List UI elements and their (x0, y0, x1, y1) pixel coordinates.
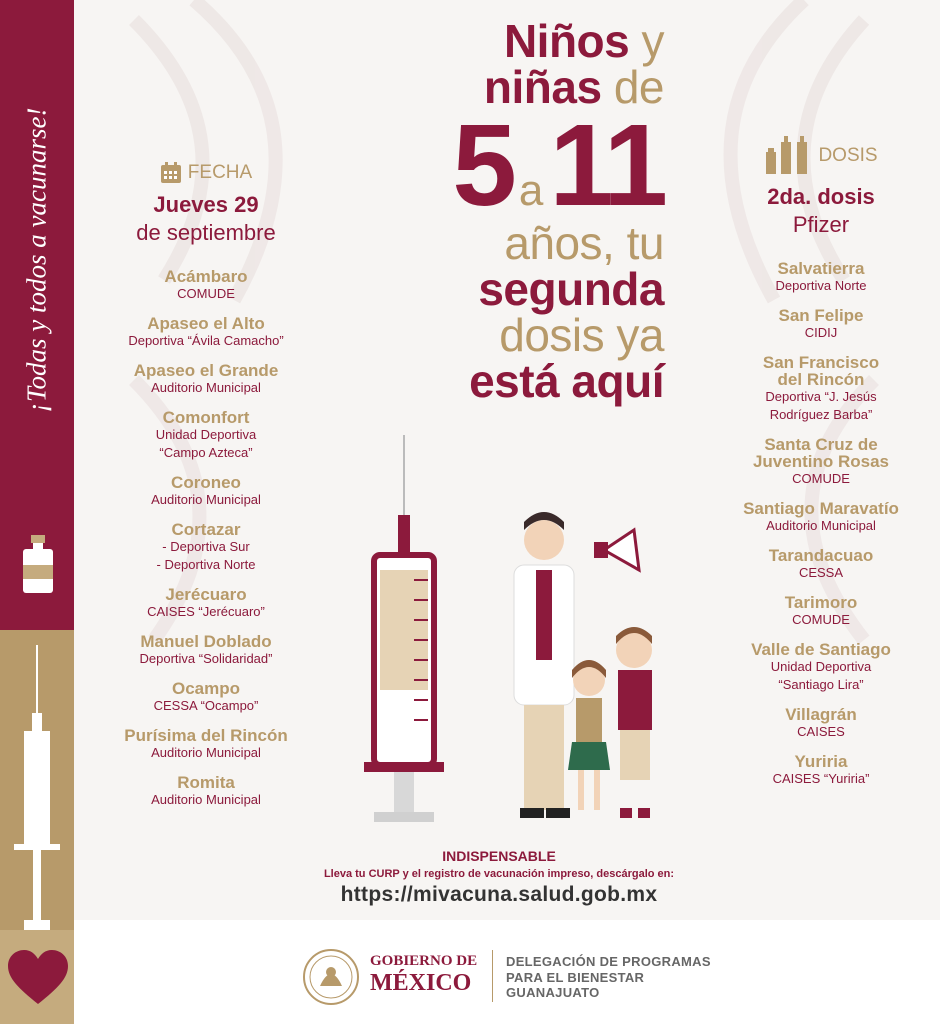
date-sub: de septiembre (136, 220, 276, 245)
location-venue: CAISES “Yuriria” (772, 771, 870, 786)
location-item (86, 409, 326, 462)
location-name: Salvatierra (777, 259, 865, 278)
dose-main: 2da. dosis (767, 184, 875, 209)
headline-anos-tu: años, tu (504, 217, 664, 270)
location-venue: COMUDE (177, 286, 235, 301)
footer-divider (492, 950, 493, 1002)
left-column (86, 162, 326, 821)
location-item (86, 474, 326, 509)
location-name: Manuel Doblado (140, 632, 272, 651)
location-name: Jerécuaro (165, 585, 247, 604)
location-venue: “Campo Azteca” (159, 445, 253, 460)
location-name: Yuriria (794, 752, 848, 771)
location-venue: CAISES “Jerécuaro” (147, 604, 265, 619)
location-item (86, 315, 326, 350)
dose-sub: Pfizer (792, 212, 850, 237)
location-venue: - Deportiva Norte (156, 557, 256, 572)
location-item (702, 354, 940, 424)
location-name: Valle de Santiago (751, 640, 891, 659)
vaccine-url-link[interactable]: https://mivacuna.salud.gob.mx (340, 883, 658, 906)
calendar-icon (160, 162, 182, 184)
location-venue: Deportiva Norte (775, 278, 867, 293)
location-item (86, 727, 326, 762)
location-venue: COMUDE (792, 471, 850, 486)
fecha-header (160, 162, 252, 184)
delegation-line2: PARA EL BIENESTAR (506, 969, 645, 985)
sidebar-slogan: ¡Todas y todos a vacunarse! (21, 107, 52, 413)
headline-ninos: Niños (503, 15, 630, 67)
fecha-label: FECHA (187, 162, 253, 183)
location-name: Tarandacuao (768, 546, 874, 565)
delegation-text (506, 954, 711, 1001)
location-venue: - Deportiva Sur (162, 539, 250, 554)
location-venue: Auditorio Municipal (766, 518, 876, 533)
location-venue: Auditorio Municipal (151, 792, 261, 807)
location-item (86, 268, 326, 303)
location-name: del Rincón (777, 370, 865, 389)
location-venue: Rodríguez Barba” (769, 407, 873, 422)
left-location-list (86, 268, 326, 809)
date-main: Jueves 29 (153, 192, 259, 217)
headline-de: de (613, 61, 664, 113)
location-name: Romita (177, 773, 235, 792)
location-name: Comonfort (162, 408, 250, 427)
requirements-block (264, 848, 734, 907)
location-item (702, 547, 940, 582)
requirements-title: INDISPENSABLE (442, 848, 556, 864)
vials-icon (764, 136, 812, 176)
location-name: Purísima del Rincón (124, 726, 288, 745)
location-item (702, 260, 940, 295)
location-item (702, 753, 940, 788)
gov-line2: MÉXICO (370, 970, 472, 996)
location-item (702, 500, 940, 535)
location-name: Acámbaro (164, 267, 248, 286)
headline-segunda: segunda (478, 263, 664, 316)
location-name: Apaseo el Alto (147, 314, 265, 333)
location-venue: Deportiva “Solidaridad” (139, 651, 273, 666)
location-name: San Felipe (778, 306, 864, 325)
location-venue: “Santiago Lira” (778, 677, 864, 692)
location-name: Santiago Maravatío (743, 499, 899, 518)
location-item (86, 633, 326, 668)
right-location-list (702, 260, 940, 788)
headline (374, 15, 664, 408)
location-venue: CESSA (798, 565, 844, 580)
location-name: Coroneo (171, 473, 241, 492)
sidebar-syringe-icon (10, 645, 64, 930)
main-card (74, 0, 940, 920)
location-item (86, 586, 326, 621)
location-name: San Francisco (762, 353, 880, 372)
age-from: 5 (452, 100, 513, 230)
location-venue: COMUDE (792, 612, 850, 627)
location-venue: Deportiva “Ávila Camacho” (128, 333, 284, 348)
headline-ninas: niñas (483, 61, 602, 113)
age-to: 11 (549, 100, 664, 230)
location-item (702, 307, 940, 342)
location-venue: Unidad Deportiva (155, 427, 257, 442)
location-name: Cortazar (171, 520, 241, 539)
location-venue: CIDIJ (804, 325, 838, 340)
location-venue: CESSA “Ocampo” (153, 698, 259, 713)
location-venue: Deportiva “J. Jesús (765, 389, 877, 404)
dosis-header (764, 136, 877, 176)
footer (74, 920, 940, 1024)
right-column (702, 136, 940, 800)
age-connector: a (518, 166, 544, 215)
dosis-label: DOSIS (818, 145, 878, 166)
location-name: Apaseo el Grande (133, 361, 279, 380)
location-name: Ocampo (171, 679, 241, 698)
location-item (702, 436, 940, 488)
location-item (86, 521, 326, 574)
location-venue: CAISES (797, 724, 845, 739)
gobierno-mexico-logo (370, 954, 477, 995)
gov-line1: GOBIERNO DE (370, 953, 478, 969)
location-item (86, 680, 326, 715)
headline-esta-aqui: está aquí (469, 355, 664, 408)
location-venue: Unidad Deportiva (770, 659, 872, 674)
national-seal-icon (302, 948, 360, 1006)
vaccine-vial-icon (21, 535, 55, 595)
left-sidebar (0, 0, 74, 1024)
location-item (702, 641, 940, 694)
location-name: Juventino Rosas (752, 452, 890, 471)
location-item (86, 774, 326, 809)
requirements-text: Lleva tu CURP y el registro de vacunación impreso, descárgalo en: (323, 868, 675, 880)
delegation-line3: GUANAJUATO (506, 985, 600, 1001)
location-item (702, 706, 940, 741)
location-name: Villagrán (785, 705, 857, 724)
heart-icon (8, 950, 68, 1006)
location-venue: Auditorio Municipal (151, 745, 261, 760)
location-name: Santa Cruz de (764, 435, 878, 454)
doctor-children-illustration (364, 430, 654, 840)
headline-y: y (641, 15, 664, 67)
delegation-line1: DELEGACIÓN DE PROGRAMAS (506, 954, 711, 969)
location-venue: Auditorio Municipal (151, 380, 261, 395)
location-name: Tarimoro (784, 593, 858, 612)
location-item (86, 362, 326, 397)
headline-dosis-ya: dosis ya (499, 309, 664, 362)
location-venue: Auditorio Municipal (151, 492, 261, 507)
location-item (702, 594, 940, 629)
